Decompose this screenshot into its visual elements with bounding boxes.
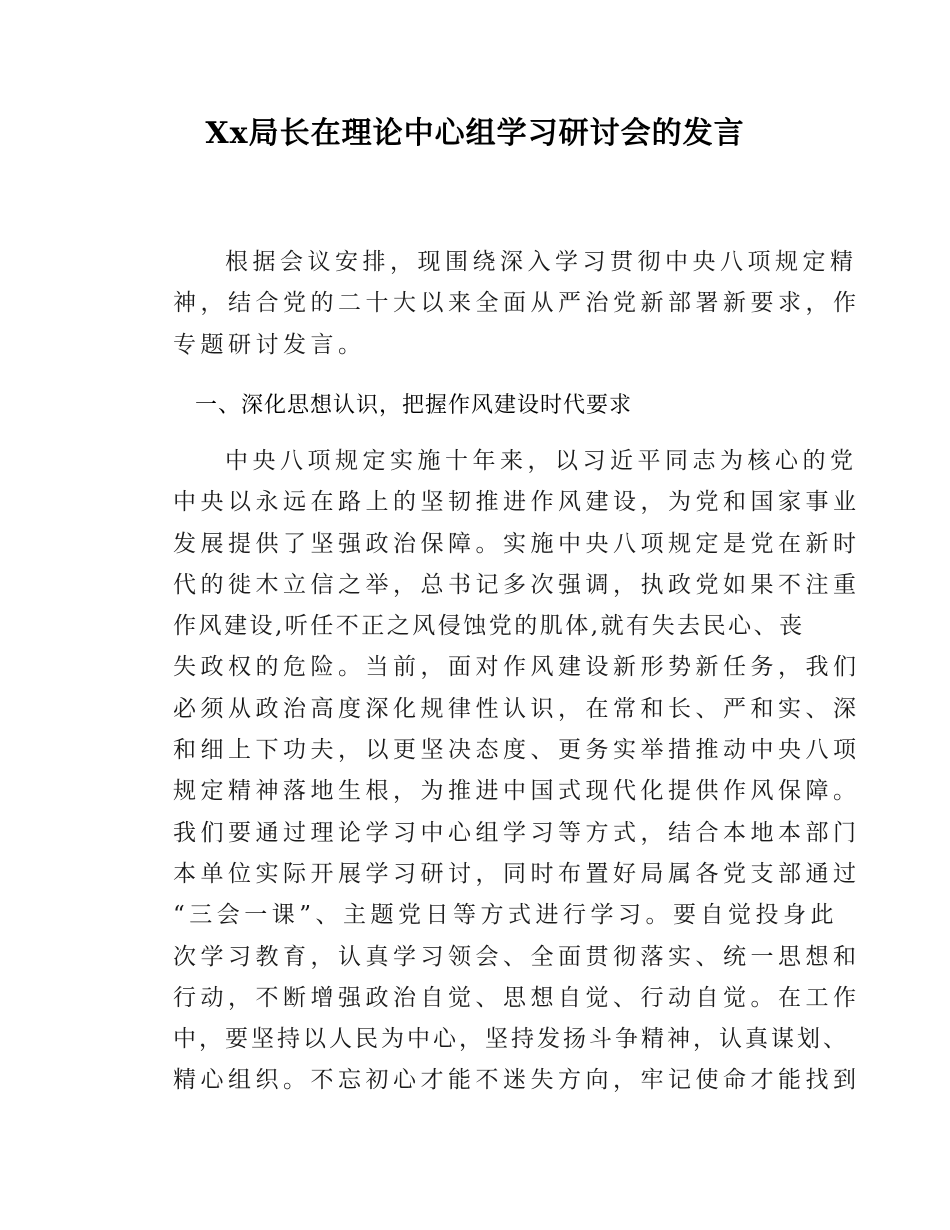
paragraph-line: 中央八项规定实施十年来，以习近平同志为核心的党 <box>225 448 858 474</box>
paragraph-line: 专题研讨发言。 <box>173 331 366 358</box>
paragraph-line: 中央以永远在路上的坚韧推进作风建设，为党和国家事业 <box>173 489 861 516</box>
paragraph-line: 代的徙木立信之举，总书记多次强调，执政党如果不注重 <box>173 571 861 598</box>
paragraph-line: 发展提供了坚强政治保障。实施中央八项规定是党在新时 <box>173 530 861 557</box>
paragraph-line: 和细上下功夫，以更坚决态度、更务实举措推动中央八项 <box>173 737 861 764</box>
paragraph-line: 中，要坚持以人民为中心，坚持发扬斗争精神，认真谋划、 <box>173 1026 849 1053</box>
paragraph-line: 必须从政治高度深化规律性认识，在常和长、严和实、深 <box>173 695 861 722</box>
paragraph-line: “三会一课”、主题党日等方式进行学习。要自觉投身此 <box>173 902 839 929</box>
intro-paragraph <box>173 242 861 366</box>
paragraph-line: 我们要通过理论学习中心组学习等方式，结合本地本部门 <box>173 819 861 846</box>
paragraph-line: 规定精神落地生根，为推进中国式现代化提供作风保障。 <box>173 778 861 805</box>
section-heading-block <box>173 385 791 427</box>
document-title: Xx局长在理论中心组学习研讨会的发言 <box>205 116 745 151</box>
paragraph-line: 失政权的危险。当前，面对作风建设新形势新任务，我们 <box>173 654 861 681</box>
paragraph-line: 根据会议安排，现围绕深入学习贯彻中央八项规定精 <box>225 249 858 275</box>
section-heading: 一、深化思想认识，把握作风建设时代要求 <box>195 393 633 418</box>
section-paragraph <box>173 441 861 1102</box>
paragraph-line: 次学习教育，认真学习领会、全面贯彻落实、统一思想和 <box>173 943 861 970</box>
paragraph-line: 神，结合党的二十大以来全面从严治党新部署新要求，作 <box>173 290 861 317</box>
paragraph-line: 作风建设,听任不正之风侵蚀党的肌体,就有失去民心、丧 <box>173 613 805 640</box>
paragraph-line: 本单位实际开展学习研讨，同时布置好局属各党支部通过 <box>173 860 861 887</box>
paragraph-line: 精心组织。不忘初心才能不迷失方向，牢记使命才能找到 <box>173 1067 861 1094</box>
paragraph-line: 行动，不断增强政治自觉、思想自觉、行动自觉。在工作 <box>173 984 861 1011</box>
